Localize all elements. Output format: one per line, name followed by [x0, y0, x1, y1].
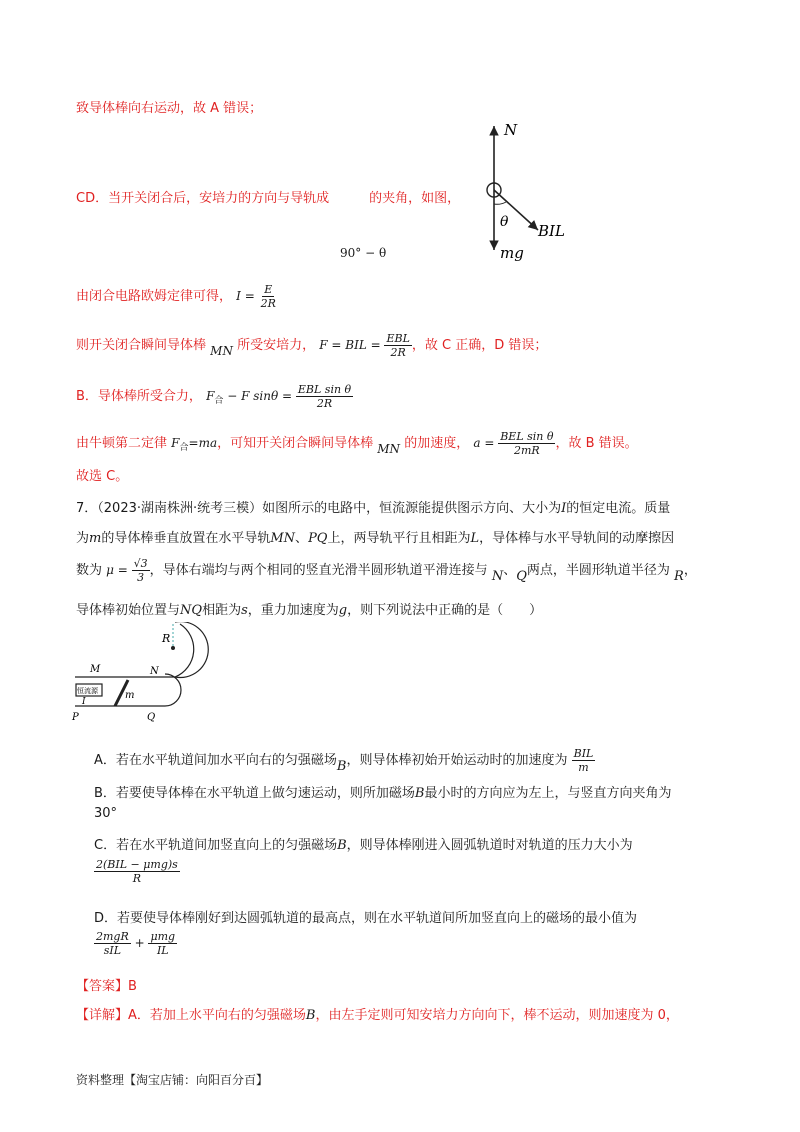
question-7-line4: 导体棒初始位置与NQ相距为s，重力加速度为g，则下列说法中正确的是（ ）: [76, 603, 543, 618]
text-line-net-force: B．导体棒所受合力， $F_合 - F$ sinθ = $\frac{\text{EBL sin θ}}{2R}$: [76, 383, 352, 410]
option-c: C．若在水平轨道间加竖直向上的匀强磁场B，则导体棒刚进入圆弧轨道时对轨道的压力大小为: [94, 838, 633, 853]
text-line-newton: 由牛顿第二定律 $F_合=ma$，可知开关闭合瞬间导体棒 MN 的加速度， a = $\frac{\text{BEL sin θ}}{2mR}$ ，故 B 错误。: [76, 430, 638, 457]
text-line-ohm: 由闭合电路欧姆定律可得， I = $\frac{E}{2R}$: [76, 283, 276, 310]
label-r: R: [162, 632, 171, 645]
text-line-cd: CD．当开关闭合后，安培力的方向与导轨成 的夹角，如图，: [76, 191, 461, 206]
detail-line: 【详解】A．若加上水平向右的匀强磁场B，由左手定则可知安培力方向向下，棒不运动，则加速度为 0，: [76, 1008, 679, 1023]
question-7-line2: 为m的导体棒垂直放置在水平导轨MN、PQ上，两导轨平行且相距为L，导体棒与水平导轨间的动摩擦因: [76, 531, 675, 546]
angle-label: 90° − θ: [340, 246, 387, 260]
option-c-formula: $\frac{\text{2(BIL − μmg)s}}{R}$: [96, 858, 178, 885]
option-b-angle: 30°: [94, 806, 118, 821]
label-theta: θ: [500, 214, 509, 230]
circuit-diagram: [70, 622, 220, 732]
footer: 资料整理【淘宝店铺：向阳百分百】: [76, 1073, 269, 1087]
text-line-choice: 故选 C。: [76, 469, 129, 484]
option-d: D．若要使导体棒刚好到达圆弧轨道的最高点，则在水平轨道间所加竖直向上的磁场的最小值为: [94, 911, 638, 926]
text-line-a-wrong: 致导体棒向右运动，故 A 错误；: [76, 101, 263, 116]
label-q-point: Q: [147, 712, 156, 723]
option-b: B．若要使导体棒在水平轨道上做匀速运动，则所加磁场B最小时的方向应为左上，与竖直方向夹角为: [94, 786, 672, 801]
label-bil: BIL: [538, 222, 565, 240]
label-n: N: [504, 121, 518, 139]
force-diagram: [470, 118, 580, 268]
label-source: 恒流源: [77, 687, 98, 695]
label-i: I: [82, 697, 86, 707]
question-7-line1: 7．（2023·湖南株洲·统考三模）如图所示的电路中，恒流源能提供图示方向、大小为I的恒定电流。质量: [76, 501, 671, 516]
option-a: A．若在水平轨道间加水平向右的匀强磁场B，则导体棒初始开始运动时的加速度为 $\frac{\text{BIL}}{m}$: [94, 747, 594, 774]
label-mg: mg: [500, 244, 524, 262]
answer-line: 【答案】B: [76, 979, 137, 994]
label-p-point: P: [72, 712, 79, 723]
label-rod-m: m: [125, 690, 135, 701]
text-line-force: 则开关闭合瞬间导体棒 MN 所受安培力， F = BIL = $\frac{\text{EBL}}{2R}$ ，故 C 正确，D 错误；: [76, 332, 548, 359]
label-n-point: N: [150, 666, 159, 677]
option-d-formula: $\frac{\text{2mgR}}{\text{sIL}}$ + $\frac{\text{μmg}}{IL}$: [96, 930, 176, 957]
label-m-point: M: [90, 664, 101, 675]
question-7-line3: 数为 μ = $\frac{√3}{3}$ ，导体右端均与两个相同的竖直光滑半圆形轨道平滑连接与 N、Q两点，半圆形轨道半径为 R，: [76, 557, 697, 584]
